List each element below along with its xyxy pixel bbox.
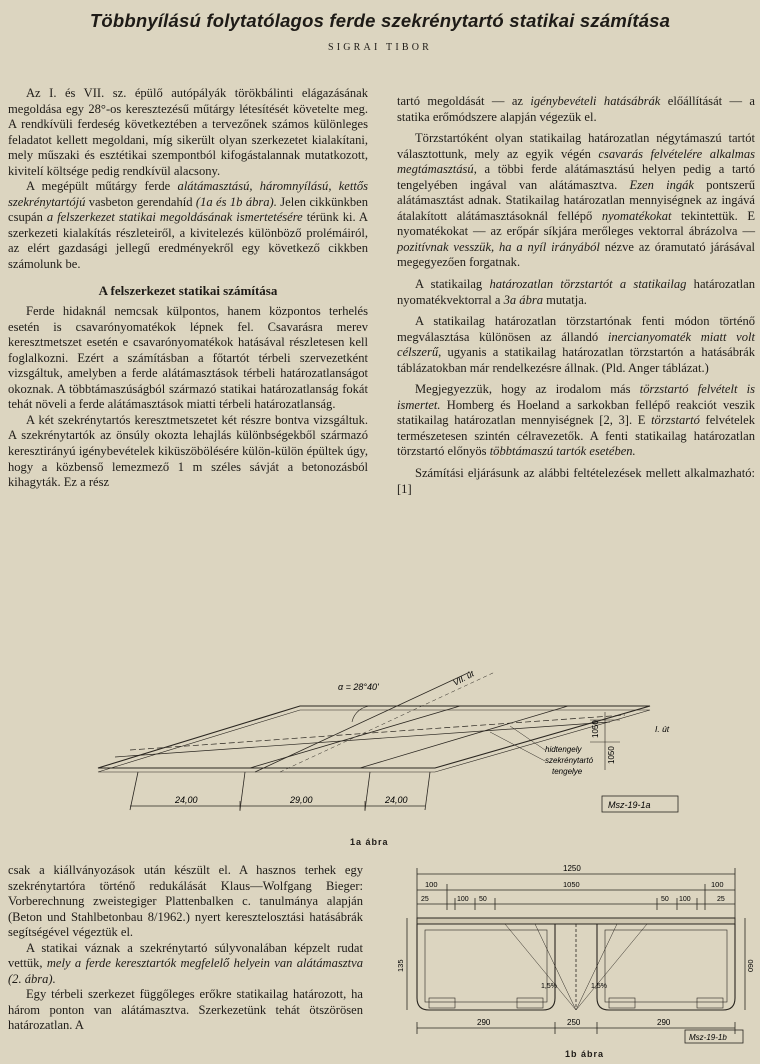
italic-run: nyomatékokat [601, 208, 672, 223]
article-author: SIGRAI TIBOR [327, 42, 433, 53]
italic-run: törzstartó felvételt is ismertet. [397, 382, 755, 412]
text-run: felvételek természetesen szintén célravezetők. A fenti statikailag határozatlan törzstartó előnyös [397, 413, 755, 459]
label-tengelye: tengelye [552, 767, 583, 776]
road-label-vii: VII. út [451, 668, 476, 688]
section-heading: A felszerkezet statikai számítása [98, 282, 278, 298]
paragraph: Az I. és VII. sz. épülő autópályák törökbálinti elágazásának megoldása egy 28°-os keresztezésű műtárgy létesítését követelte meg. A rendkívüli ferdeség következtében a tervezőnek számos különleges feladatot kellett megoldani, míg sikerült olyan szerkezetet kialakítani, mely műszaki és esztétikai szempontból kifogástalannak mutatkozott, kivitelí költsége pedig rendkívül alacsony. [8, 86, 368, 178]
dim-top: 50 [661, 896, 669, 903]
dim-bottom: 290 [477, 1018, 491, 1027]
dim-right: 090 [746, 959, 755, 972]
article-title: Többnyílású folytatólagos ferde szekrénytartó statikai számítása [89, 10, 671, 31]
text-run: A statikailag [415, 277, 490, 292]
text-run: A statikailag határozatlan törzstartónak fenti módon történő megválasztása különösen az állandó [397, 314, 755, 344]
paragraph [397, 314, 755, 376]
paragraph [397, 382, 755, 460]
dim-bottom: 290 [657, 1018, 671, 1027]
span-label: 24,00 [385, 795, 408, 805]
text-run: Megjegyezzük, hogy az irodalom más [415, 382, 640, 397]
paragraph [8, 941, 363, 988]
italic-run: (1a és 1b ábra). [195, 194, 277, 209]
paragraph: Ferde hidaknál nemcsak külpontos, hanem központos terhelés esetén is csavarónyomatékok lépnek fel. Csavarásra merev keresztmetszet esetén e csavarónyomatékok hatásával részletesen kell foglalkozni. Ezért a számításban a főtartót térbeli szervezetként vizsgáltuk, amelyben a ferde alátámasztások térbeli határozatlanságot okoznak. A többtámaszúságból származó statikai határozatlanság fokát tehát növeli a ferde alátámasztások miatti térbeli határozatlanság. [8, 304, 368, 412]
dim-top: 1050 [563, 880, 580, 889]
text-run: vasbeton gerendahíd [85, 194, 196, 209]
italic-run: pozitívnak vesszük, ha a nyíl irányából [397, 239, 600, 254]
figure-1b-caption: 1b ábra [565, 1049, 605, 1059]
dim-top: 100 [425, 880, 438, 889]
italic-run: mely a ferde keresztartók megfelelő helyein van alátámasztva (2. ábra). [8, 956, 363, 986]
italic-run: inercianyomaték miatt volt célszerű [397, 329, 755, 360]
text-run: előállítását — a statika erőmódszere alapján végezük el. [397, 94, 756, 124]
paragraph [397, 131, 755, 271]
dim-bottom: 250 [567, 1018, 581, 1027]
text-run: , a többi ferde alátámasztású helyen pedig a tartó tengelyében ingával van alátámasztva. [397, 162, 755, 192]
paragraph [8, 179, 368, 272]
italic-run: a felszerkezet statikai megoldásának ismertetésére [46, 210, 303, 225]
dim-top: 50 [479, 896, 487, 903]
text-run: tartó megoldását — az [397, 94, 531, 108]
text-run: Homberg és Hoeland a sarkokban fellépő reakciót veszik statikailag határozatlan mennyiségnek [2, 3]. E [397, 397, 755, 428]
dim-label: 1050 [607, 746, 616, 764]
label-szekrenytarto: szekrénytartó [545, 756, 594, 765]
dim-top: 100 [711, 880, 724, 889]
paragraph [397, 277, 755, 308]
text-run: térünk ki. A szerkezeti kialakítás részleteiről, a kivitelezés különböző prolémáiról, az elért gazdasági jellegű eredményekről egy következő cikkben számolunk be. [8, 210, 368, 272]
bottom-left-column [8, 863, 363, 1034]
right-column [397, 94, 755, 497]
figure-1b-cross-section [395, 860, 755, 1045]
paragraph: csak a kiállványozások után készült el. A hasznos terhek egy szekrénytartóra történő redukálását Klaus—Wolfgang Bieger: Vorberechnung zweistegiger Plattenbalken c. tanulmánya alapján (Beton und Stahlbetonbau 8/1962.) nyert keresztelosztási hatásábrák segítségével végeztük el. [8, 863, 363, 940]
figure-1a-plan [90, 660, 690, 835]
stamp-label: Msz-19-1a [608, 800, 651, 810]
road-label-i: I. út [655, 724, 670, 734]
paragraph: Egy térbeli szerkezet függőleges erőkre statikailag határozott, ha három ponton van alátámasztva. Szerkezetünk tehát ötszörösen határozatlan. A [8, 987, 363, 1033]
text-run: nézve az óramutató járásával megegyezően forgatnak. [397, 239, 755, 270]
figure-1a-caption: 1a ábra [350, 837, 389, 847]
dim-top: 100 [679, 896, 691, 903]
slope-label: 1,5% [591, 983, 607, 990]
italic-run: 3a ábra [503, 292, 543, 307]
italic-run: Ezen ingák [629, 177, 694, 192]
left-column [8, 86, 368, 491]
italic-run: csavarás felvételére alkalmas megtámasztású [397, 146, 755, 177]
italic-run: alátámasztású, háromnyílású, kettős szekrénytartójú [8, 179, 368, 209]
text-run: tekintettük. E nyomatékokat — az erőpár síkjára merőleges vektorral ábrázolva — [397, 208, 755, 239]
italic-run: határozatlan törzstartót a statikailag [489, 277, 687, 292]
dim-label: 1050 [591, 720, 600, 738]
italic-run: törzstartó [651, 413, 700, 428]
text-run: , ugyanis a statikailag határozatlan törzstartón a hatásábrák táblázatokban már rendelkezésre állnak. (Pld. Anger táblázat.) [397, 345, 755, 375]
dim-top: 25 [717, 896, 725, 903]
italic-run: többtámaszú tartók esetében. [489, 444, 636, 459]
text-run: mutatja. [543, 292, 587, 307]
paragraph: A két szekrénytartós keresztmetszetet két részre bontva vizsgáltuk. A szekrénytartók az önsúly okozta lehajlás különbségekből származó keresztirányú igénybevételek kiküszöbölésére külön-külön épültek úgy, hogy a közbenső lemezmező 1 m széles sávját a betonozásból kihagyták. Ez a rész [8, 412, 368, 490]
paragraph: Számítási eljárásunk az alábbi feltételezések mellett alkalmazható: [1] [397, 466, 755, 496]
text-run: Jelen cikkünkben csupán [8, 194, 369, 225]
label-hidtengely: hidtengely [545, 745, 582, 754]
dim-top: 1250 [563, 864, 581, 873]
text-run: A megépült műtárgy ferde [26, 179, 178, 194]
text-run: határozatlan nyomatékvektorral a [397, 277, 755, 307]
paragraph [397, 94, 755, 125]
dim-top: 100 [457, 896, 469, 903]
stamp-label: Msz-19-1b [689, 1033, 727, 1042]
span-label: 24,00 [175, 795, 198, 805]
text-run: pontszerű alátámasztást adnak. Statikailag határozatlan mennyiségnek az ingává átalakított alátámasztásoknál fellépő [397, 177, 756, 223]
dim-top: 25 [421, 896, 429, 903]
italic-run: igénybevételi hatásábrák [530, 94, 661, 108]
span-label: 29,00 [290, 795, 313, 805]
angle-label: α = 28°40' [338, 682, 379, 692]
text-run: Törzstartóként olyan statikailag határozatlan négytámaszú tartót választottunk, mely az egyik végén [397, 131, 755, 161]
text-run: A statikai váznak a szekrénytartó súlyvonalában képzelt rudat vettük, [8, 940, 363, 971]
dim-left: 135 [396, 959, 405, 972]
slope-label: 1,5% [541, 983, 557, 990]
